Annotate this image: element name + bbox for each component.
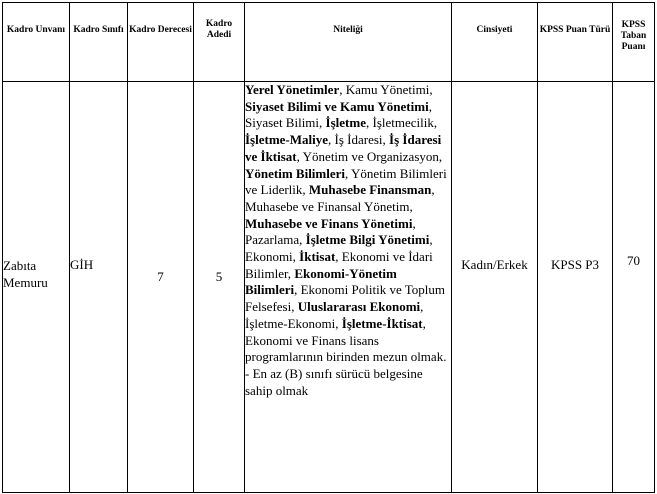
nitelik-ek-line: - En az (B) sınıfı sürücü belgesine sahip olmak: [245, 365, 423, 398]
nitelik-segment: , Ekonomi ve İdari Bilimler,: [245, 249, 433, 281]
nitelik-bold-segment: Muhasebe ve Finans Yönetimi: [245, 215, 413, 231]
cell-kpss-taban-puani: 70: [613, 82, 655, 493]
nitelik-bold-segment: İşletme-İktisat: [341, 315, 423, 331]
nitelik-bold-segment: İşletme-Maliye: [245, 132, 329, 148]
header-kpss-taban-puani: KPSS Taban Puanı: [613, 3, 655, 82]
nitelik-bold-segment: İş İdaresi ve İktisat: [245, 132, 442, 164]
nitelik-bold-segment: İktisat: [299, 249, 336, 265]
table-row: [3, 82, 655, 493]
nitelik-bold-segment: İşletme: [325, 115, 366, 131]
nitelik-bold-segment: Yönetim Bilimleri: [245, 165, 346, 181]
nitelik-bold-segment: Uluslararası Ekonomi: [297, 299, 421, 315]
cell-niteligi: [245, 82, 452, 493]
nitelik-segment: , Kamu Yönetimi,: [339, 82, 433, 97]
nitelik-segment: , Pazarlama,: [245, 215, 416, 248]
nitelik-bold-segment: Muhasebe Finansman: [308, 182, 432, 198]
nitelik-segment: , Muhasebe ve Finansal Yönetim,: [245, 182, 435, 214]
header-kadro-adedi: Kadro Adedi: [194, 3, 245, 82]
nitelik-segment: , Siyaset Bilimi,: [245, 98, 432, 131]
cell-kadro-sinifi: GİH: [70, 82, 128, 493]
nitelik-segment: , İşletmecilik,: [365, 115, 438, 131]
header-row: [3, 3, 655, 82]
cell-kadro-unvani: Zabıta Memuru: [3, 82, 70, 493]
header-kadro-sinifi: Kadro Sınıfı: [70, 3, 128, 82]
nitelik-segment: , Yönetim Bilimleri ve Liderlik,: [245, 165, 447, 198]
cell-kadro-derecesi: 7: [128, 82, 194, 493]
nitelik-text: [245, 82, 451, 366]
header-kadro-derecesi: Kadro Derecesi: [128, 3, 194, 82]
nitelik-bold-segment: İşletme Bilgi Yönetimi: [305, 232, 430, 248]
nitelik-bold-segment: Yerel Yönetimler: [245, 82, 340, 97]
nitelik-segment: , İş İdaresi,: [328, 132, 390, 148]
header-cinsiyeti: Cinsiyeti: [452, 3, 538, 82]
nitelik-bold-segment: Siyaset Bilimi ve Kamu Yönetimi: [245, 98, 429, 114]
header-kadro-unvani: Kadro Unvanı: [3, 3, 70, 82]
kadro-table: [2, 2, 655, 493]
header-kpss-puan-turu: KPSS Puan Türü: [538, 3, 613, 82]
nitelik-ek: [245, 366, 451, 399]
header-niteligi: Niteliği: [245, 3, 452, 82]
cell-cinsiyeti: Kadın/Erkek: [452, 82, 538, 493]
nitelik-segment: , Yönetim ve Organizasyon,: [296, 148, 443, 164]
nitelik-segment: , Ekonomi ve Finans lisans programlarının birinden mezun olmak.: [245, 315, 447, 365]
nitelik-bold-segment: Ekonomi-Yönetim Bilimleri: [245, 265, 397, 298]
nitelik-segment: , Ekonomi Politik ve Toplum Felsefesi,: [245, 282, 445, 315]
cell-kpss-puan-turu: KPSS P3: [538, 82, 613, 493]
nitelik-segment: , İşletme-Ekonomi,: [245, 299, 424, 331]
nitelik-segment: , Ekonomi,: [245, 232, 433, 265]
cell-kadro-adedi: 5: [194, 82, 245, 493]
